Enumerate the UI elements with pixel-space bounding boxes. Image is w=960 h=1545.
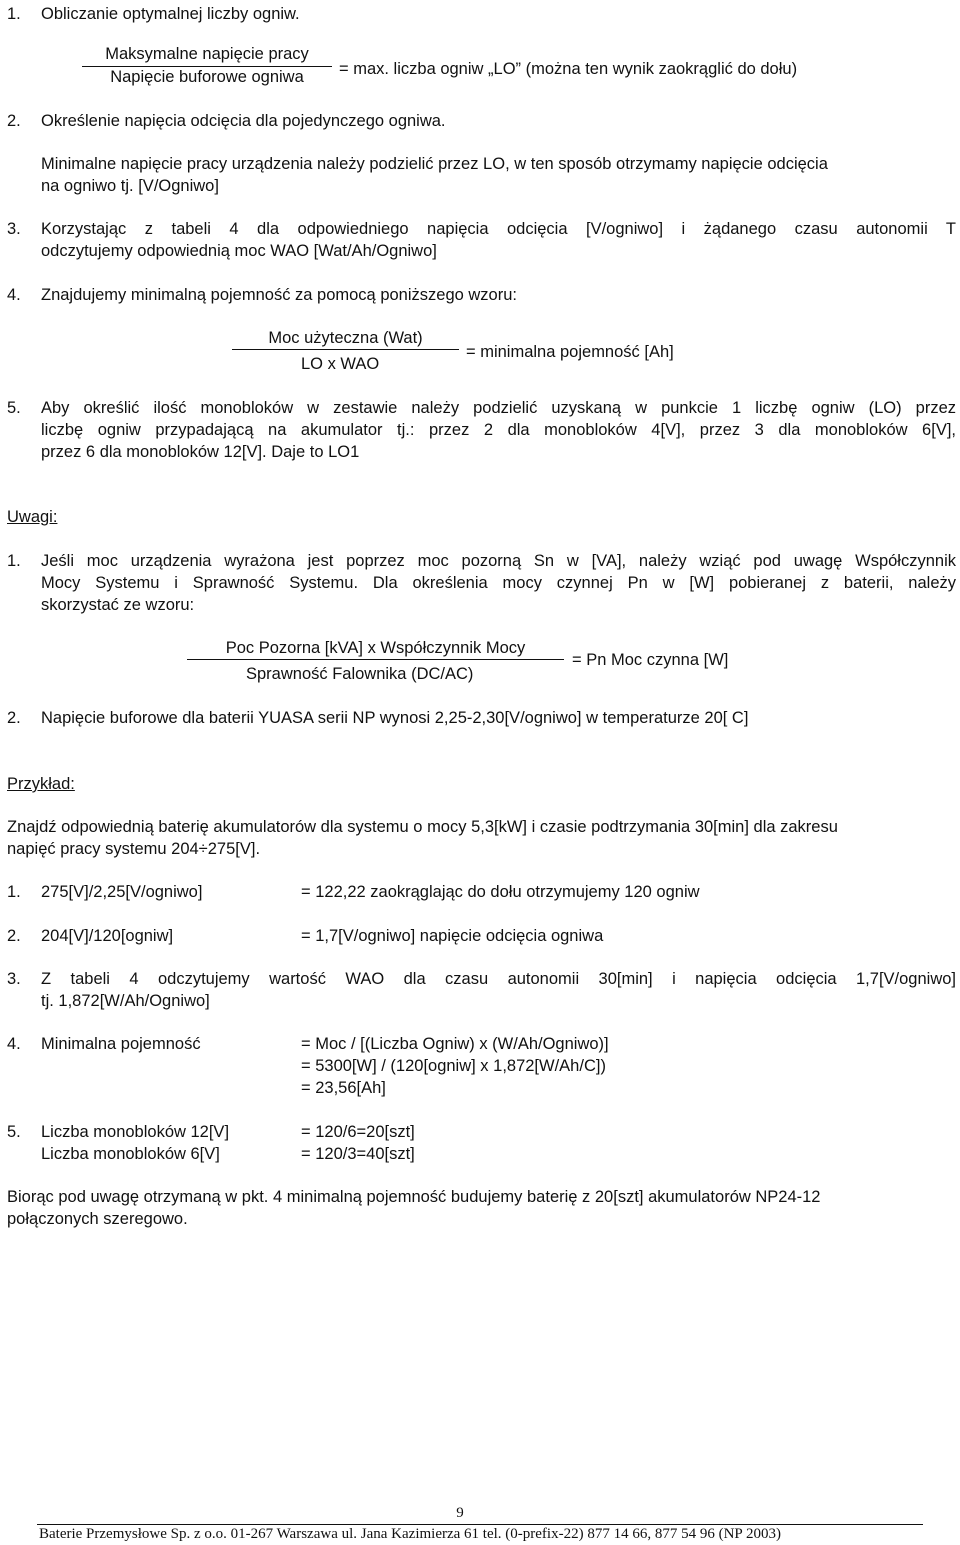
example-step-5-result-1: = 120/6=20[szt] (301, 1123, 415, 1141)
example-intro-line-2: napięć pracy systemu 204÷275[V]. (7, 840, 261, 858)
example-step-3-line-1: Z tabeli 4 odczytujemy wartość WAO dla czasu autonomii 30[min] i napięcia odcięcia 1,7[V/ogniwo] (41, 970, 956, 988)
note-1-line-2: Mocy Systemu i Sprawność Systemu. Dla określenia mocy czynnej Pn w [W] pobieranej z baterii, należy (41, 574, 956, 592)
section-4-number: 4. (7, 286, 21, 304)
formula-3-numerator: Poc Pozorna [kVA] x Współczynnik Mocy (225, 639, 526, 657)
formula-1-result: = max. liczba ogniw „LO” (można ten wynik zaokrąglić do dołu) (339, 60, 798, 78)
note-1-line-3: skorzystać ze wzoru: (41, 596, 195, 614)
section-1-title: Obliczanie optymalnej liczby ogniw. (41, 5, 300, 23)
section-1-number: 1. (7, 5, 21, 23)
example-step-1-expression: 275[V]/2,25[V/ogniwo] (41, 883, 203, 901)
formula-1-numerator: Maksymalne napięcie pracy (105, 45, 309, 63)
formula-2-numerator: Moc użyteczna (Wat) (268, 329, 423, 347)
example-step-5-number: 5. (7, 1123, 21, 1141)
formula-2-fraction-bar (232, 349, 459, 350)
example-step-1-result: = 122,22 zaokrąglając do dołu otrzymujemy 120 ogniw (301, 883, 700, 901)
section-5-line-1: Aby określić ilość monobloków w zestawie należy podzielić uzyskaną w punkcie 1 liczbę ogniw (LO) przez (41, 399, 956, 417)
section-5-line-3: przez 6 dla monobloków 12[V]. Daje to LO1 (41, 443, 360, 461)
example-step-5-label-1: Liczba monobloków 12[V] (41, 1123, 230, 1141)
note-2-text: Napięcie buforowe dla baterii YUASA serii NP wynosi 2,25-2,30[V/ogniwo] w temperaturze 20[ C] (41, 709, 749, 727)
example-step-2-expression: 204[V]/120[ogniw] (41, 927, 174, 945)
section-5-number: 5. (7, 399, 21, 417)
section-2-line-1: Minimalne napięcie pracy urządzenia należy podzielić przez LO, w ten sposób otrzymamy napięcie odcięcia (41, 155, 828, 173)
formula-3-result: = Pn Moc czynna [W] (572, 651, 729, 669)
section-5-line-2: liczbę ogniw przypadającą na akumulator tj.: przez 2 dla monobloków 4[V], przez 3 dla monobloków 6[V], (41, 421, 956, 439)
example-intro-line-1: Znajdź odpowiednią baterię akumulatorów dla systemu o mocy 5,3[kW] i czasie podtrzymania 30[min] dla zakresu (7, 818, 838, 836)
footer-text: Baterie Przemysłowe Sp. z o.o. 01-267 Warszawa ul. Jana Kazimierza 61 tel. (0-prefix-22) 877 14 66, 877 54 96 (NP 2003) (39, 1526, 781, 1542)
example-step-5-label-2: Liczba monobloków 6[V] (41, 1145, 220, 1163)
example-step-4-number: 4. (7, 1035, 21, 1053)
note-1-line-1: Jeśli moc urządzenia wyrażona jest poprzez moc pozorną Sn w [VA], należy wziąć pod uwagę Współczynnik (41, 552, 956, 570)
note-2-number: 2. (7, 709, 21, 727)
page-number: 9 (456, 1505, 464, 1521)
section-3-line-1: Korzystając z tabeli 4 dla odpowiedniego napięcia odcięcia [V/ogniwo] i żądanego czasu autonomii T (41, 220, 956, 238)
section-4-title: Znajdujemy minimalną pojemność za pomocą poniższego wzoru: (41, 286, 517, 304)
section-3-number: 3. (7, 220, 21, 238)
example-step-4-label: Minimalna pojemność (41, 1035, 201, 1053)
formula-3-fraction-bar (187, 659, 564, 660)
formula-3-denominator: Sprawność Falownika (DC/AC) (246, 665, 474, 683)
example-step-3-number: 3. (7, 970, 21, 988)
formula-2-denominator: LO x WAO (301, 355, 380, 373)
section-2-line-2: na ogniwo tj. [V/Ogniwo] (41, 177, 219, 195)
note-1-number: 1. (7, 552, 21, 570)
example-step-1-number: 1. (7, 883, 21, 901)
example-heading: Przykład: (7, 775, 75, 793)
section-3-line-2: odczytujemy odpowiednią moc WAO [Wat/Ah/Ogniwo] (41, 242, 437, 260)
example-step-3-line-2: tj. 1,872[W/Ah/Ogniwo] (41, 992, 210, 1010)
formula-1-denominator: Napięcie buforowe ogniwa (110, 68, 304, 86)
section-2-number: 2. (7, 112, 21, 130)
section-2-title: Określenie napięcia odcięcia dla pojedynczego ogniwa. (41, 112, 446, 130)
example-step-5-result-2: = 120/3=40[szt] (301, 1145, 415, 1163)
formula-2-result: = minimalna pojemność [Ah] (466, 343, 674, 361)
example-step-4-result-2: = 5300[W] / (120[ogniw] x 1,872[W/Ah/C]) (301, 1057, 606, 1075)
notes-heading: Uwagi: (7, 508, 58, 526)
example-step-2-result: = 1,7[V/ogniwo] napięcie odcięcia ogniwa (301, 927, 604, 945)
example-step-4-result-3: = 23,56[Ah] (301, 1079, 386, 1097)
example-conclusion-line-2: połączonych szeregowo. (7, 1210, 188, 1228)
example-step-4-result-1: = Moc / [(Liczba Ogniw) x (W/Ah/Ogniwo)] (301, 1035, 609, 1053)
example-conclusion-line-1: Biorąc pod uwagę otrzymaną w pkt. 4 minimalną pojemność budujemy baterię z 20[szt] akumulatorów NP24-12 (7, 1188, 821, 1206)
example-step-2-number: 2. (7, 927, 21, 945)
